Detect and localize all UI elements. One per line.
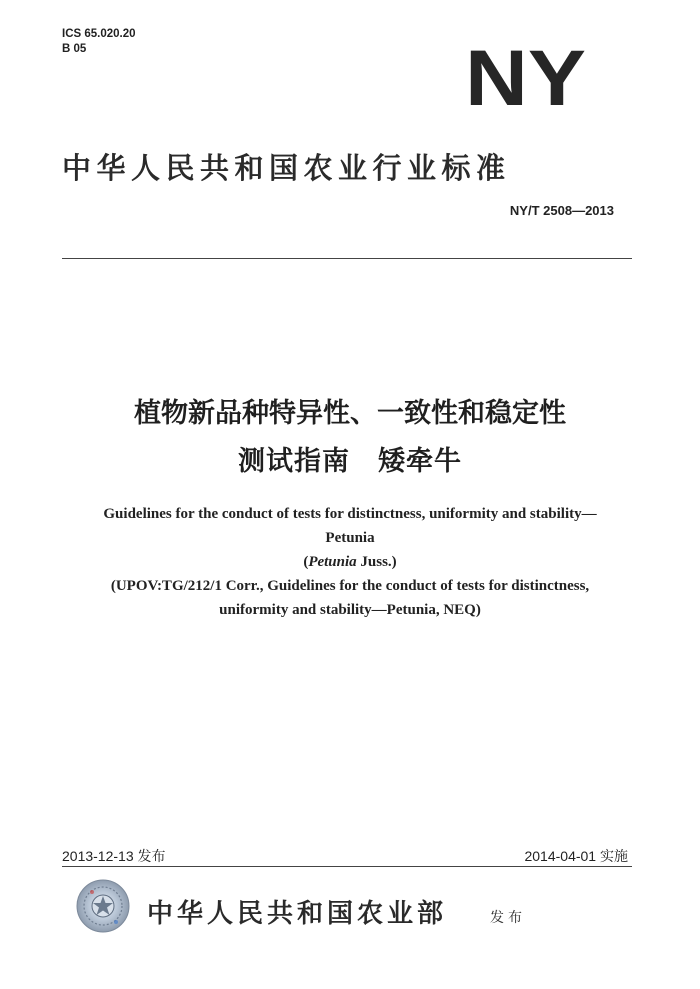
- english-title-line-3: [0, 550, 700, 574]
- chinese-title-line-1: 植物新品种特异性、一致性和稳定性: [134, 398, 566, 429]
- ccs-code: B 05: [62, 43, 87, 55]
- ics-code: ICS 65.020.20: [62, 28, 136, 40]
- english-title-line-5: uniformity and stability—Petunia, NEQ): [219, 602, 481, 618]
- org-title: 中华人民共和国农业行业标准: [62, 151, 511, 185]
- ministry-seal-icon: [75, 878, 131, 934]
- latin-genus: Petunia: [308, 554, 357, 570]
- implementation-date: 2014-04-01 实施: [524, 848, 628, 864]
- ny-logo-text: NY: [465, 44, 586, 108]
- issue-date: 2013-12-13 发布: [62, 848, 166, 864]
- english-title-line-4: (UPOV:TG/212/1 Corr., Guidelines for the conduct of tests for distinctness,: [110, 578, 590, 594]
- latin-author: Juss.): [356, 554, 397, 570]
- standard-number: NY/T 2508—2013: [509, 203, 614, 218]
- publish-label: 发布: [490, 910, 526, 926]
- header-divider: [62, 258, 632, 259]
- ny-logo: [463, 44, 588, 108]
- ics-classification: [62, 27, 136, 57]
- footer-divider: [62, 866, 632, 867]
- paren-open: (: [303, 554, 309, 570]
- chinese-title-line-2: 测试指南 矮牵牛: [238, 446, 462, 477]
- publisher-name: 中华人民共和国农业部: [147, 899, 448, 929]
- english-title-line-2: Petunia: [325, 530, 375, 546]
- english-title-line-1: Guidelines for the conduct of tests for distinctness, uniformity and stability—: [103, 506, 597, 522]
